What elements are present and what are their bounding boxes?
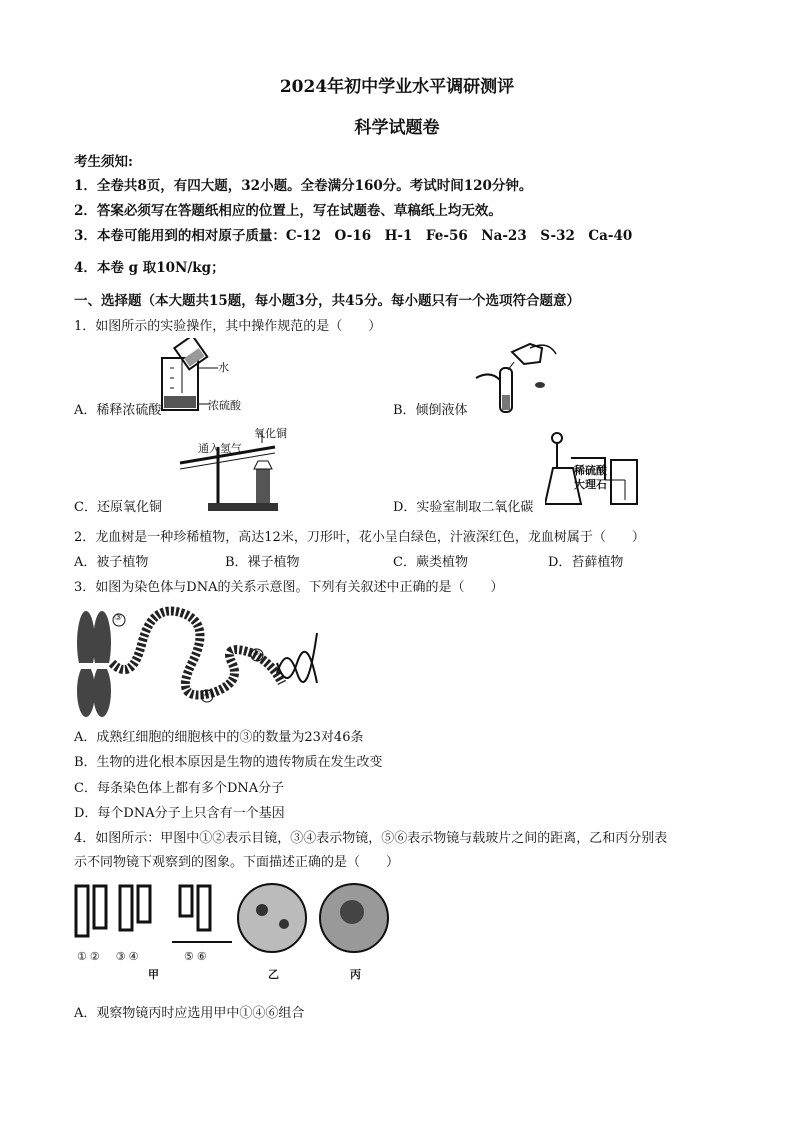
question-stem: 示不同物镜下观察到的图象。下面描述正确的是（ ） bbox=[74, 855, 400, 870]
microscope-distance-labels bbox=[184, 950, 210, 963]
question-stem: 2．龙血树是一种珍稀植物，高达12米，刀形叶，花小呈白绿色，汁液深红色，龙血树属于（ ） bbox=[74, 530, 645, 545]
figure-pour-liquid bbox=[470, 340, 560, 415]
option-d: D．实验室制取二氧化碳 bbox=[393, 500, 534, 515]
label-hydrogen: 通入氢气 bbox=[198, 442, 242, 455]
notice-item: 1．全卷共8页，有四大题，32小题。全卷满分160分。考试时间120分钟。 bbox=[74, 178, 533, 194]
option-a: A．被子植物 bbox=[74, 555, 149, 570]
label-marble: 大理石 bbox=[574, 478, 607, 491]
label-num2: ② bbox=[89, 950, 103, 963]
label-num4: ④ bbox=[128, 950, 142, 963]
label-num5: ⑤ bbox=[184, 950, 197, 963]
figure-chromosome-dna bbox=[72, 603, 322, 723]
question-stem: 4．如图所示：甲图中①②表示目镜，③④表示物镜，⑤⑥表示物镜与载玻片之间的距离，乙和丙分别表 bbox=[74, 831, 668, 846]
option-c: C．每条染色体上都有多个DNA分子 bbox=[74, 781, 285, 796]
label-acid: 浓硫酸 bbox=[208, 399, 241, 412]
label-dilute-acid: 稀硫酸 bbox=[574, 464, 607, 477]
label-bing: 丙 bbox=[350, 968, 361, 981]
notice-heading: 考生须知: bbox=[74, 154, 133, 170]
exam-title: 2024年初中学业水平调研测评 bbox=[279, 77, 515, 97]
option-b: B．生物的进化根本原因是生物的遗传物质在发生改变 bbox=[74, 755, 383, 770]
option-d: D．苔藓植物 bbox=[548, 555, 624, 570]
label-num6: ⑥ bbox=[196, 950, 210, 963]
option-d: D．每个DNA分子上只含有一个基因 bbox=[74, 806, 285, 821]
label-water: 水 bbox=[218, 361, 229, 374]
option-b: B．裸子植物 bbox=[225, 555, 300, 570]
dna-label: ① bbox=[252, 648, 261, 658]
question-stem: 3．如图为染色体与DNA的关系示意图。下列有关叙述中正确的是（ ） bbox=[74, 580, 504, 595]
chromosome-label: ③ bbox=[114, 613, 123, 623]
exam-subtitle: 科学试题卷 bbox=[354, 118, 440, 138]
option-b: B．倾倒液体 bbox=[393, 403, 468, 418]
notice-item: 2．答案必须写在答题纸相应的位置上，写在试题卷、草稿纸上均无效。 bbox=[74, 203, 502, 219]
label-jia: 甲 bbox=[148, 968, 159, 981]
label-yi: 乙 bbox=[268, 968, 279, 981]
notice-item: 3．本卷可能用到的相对原子质量：C-12 O-16 H-1 Fe-56 Na-23 S-32 Ca-40 bbox=[74, 228, 633, 244]
option-a: A．稀释浓硫酸 bbox=[74, 403, 162, 418]
label-copper-oxide: 氧化铜 bbox=[254, 427, 287, 440]
microscope-num-labels bbox=[77, 950, 142, 963]
protein-label: ② bbox=[202, 689, 211, 699]
notice-item: 4．本卷 g 取10N/kg； bbox=[74, 260, 225, 276]
question-stem: 1．如图所示的实验操作，其中操作规范的是（ ） bbox=[74, 319, 382, 334]
option-c: C．蕨类植物 bbox=[393, 555, 468, 570]
label-num1: ① bbox=[77, 950, 90, 963]
option-a: A．观察物镜丙时应选用甲中①④⑥组合 bbox=[74, 1006, 305, 1021]
label-num3: ③ bbox=[115, 950, 129, 963]
option-c: C．还原氧化铜 bbox=[74, 500, 162, 515]
option-a: A．成熟红细胞的细胞核中的③的数量为23对46条 bbox=[74, 730, 364, 745]
section-heading: 一、选择题（本大题共15题，每小题3分，共45分。每小题只有一个选项符合题意） bbox=[74, 293, 580, 309]
